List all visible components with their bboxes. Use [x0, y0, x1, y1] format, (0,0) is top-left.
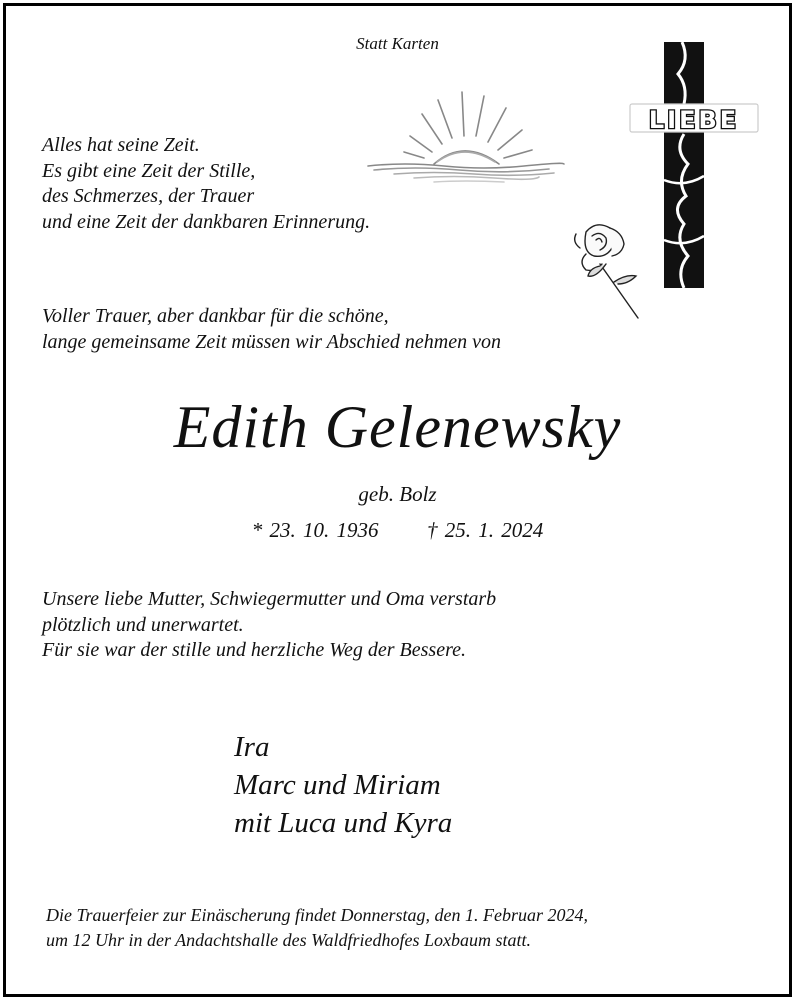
poem	[42, 133, 370, 235]
notice-line: um 12 Uhr in der Andachtshalle des Waldfriedhofes Loxbaum statt.	[46, 930, 531, 950]
notice-line: Die Trauerfeier zur Einäscherung findet Donnerstag, den 1. Februar 2024,	[46, 905, 588, 925]
deceased-name: Edith Gelenewsky	[173, 394, 622, 460]
service-notice	[46, 903, 588, 953]
message-line: Unsere liebe Mutter, Schwiegermutter und Oma verstarb	[42, 588, 497, 610]
header-statt-karten: Statt Karten	[356, 34, 439, 53]
rose-icon	[566, 218, 656, 328]
cross-word-liebe: LIEBE	[648, 106, 740, 134]
poem-line: Alles hat seine Zeit.	[42, 134, 200, 156]
poem-line: Es gibt eine Zeit der Stille,	[42, 159, 256, 182]
poem-line: und eine Zeit der dankbaren Erinnerung.	[42, 210, 371, 233]
message-line: plötzlich und unerwartet.	[42, 613, 244, 636]
intro-text	[42, 304, 501, 355]
birth-date: * 23. 10. 1936	[251, 518, 379, 542]
message-line: Für sie war der stille und herzliche Weg der Bessere.	[42, 639, 467, 661]
message-text	[42, 587, 496, 664]
family-line: Marc und Miriam	[234, 769, 441, 801]
death-date: † 25. 1. 2024	[427, 518, 544, 542]
family-line: Ira	[234, 731, 270, 763]
family-signatures	[234, 728, 452, 842]
sunset-icon	[364, 86, 564, 196]
intro-line: Voller Trauer, aber dankbar für die schöne,	[42, 305, 389, 327]
family-line: mit Luca und Kyra	[234, 807, 453, 839]
notice-frame	[3, 3, 792, 997]
maiden-name: geb. Bolz	[358, 482, 437, 506]
intro-line: lange gemeinsame Zeit müssen wir Abschied nehmen von	[42, 330, 501, 353]
poem-line: des Schmerzes, der Trauer	[42, 185, 255, 207]
life-dates	[6, 518, 789, 543]
